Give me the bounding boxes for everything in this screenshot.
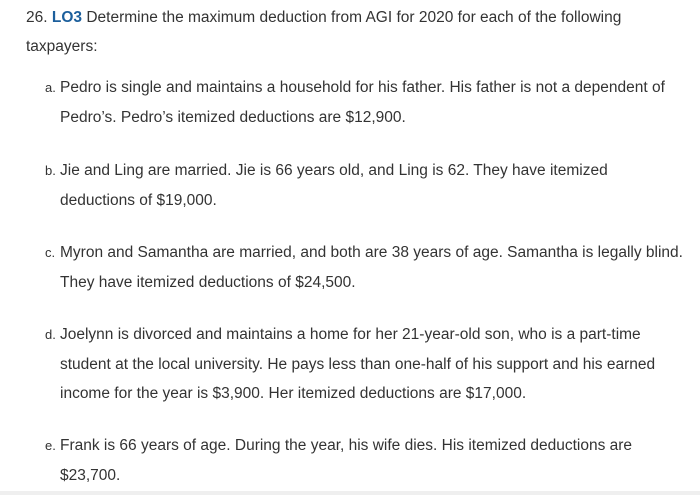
list-item-e [45, 431, 693, 490]
item-text-line: They have itemized deductions of $24,500. [60, 273, 356, 291]
list-item-c [45, 238, 693, 297]
item-text-line: Joelynn is divorced and maintains a home for her 21-year-old son, who is a part-time [60, 326, 641, 343]
item-text-line: Jie and Ling are married. Jie is 66 years old, and Ling is 62. They have itemized [60, 162, 608, 179]
question-prompt-line-2: taxpayers: [26, 38, 98, 55]
question-prompt-line-1 [26, 3, 686, 32]
list-item-a [45, 73, 693, 132]
question-prompt-text: Determine the maximum deduction from AGI for 2020 for each of the following [86, 9, 622, 26]
item-letter: c. [45, 245, 56, 260]
item-text-line: Myron and Samantha are married, and both are 38 years of age. Samantha is legally blind. [60, 244, 683, 261]
item-letter: a. [45, 80, 56, 95]
item-letter: d. [45, 327, 56, 342]
question-header [26, 3, 686, 61]
bottom-divider [0, 491, 700, 495]
item-letter: b. [45, 163, 56, 178]
question-number: 26. [26, 9, 48, 26]
item-text-line: Frank is 66 years of age. During the year, his wife dies. His itemized deductions are [60, 437, 633, 454]
item-text-line: $23,700. [60, 466, 121, 484]
item-letter: e. [45, 438, 56, 453]
item-text-line: deductions of $19,000. [60, 191, 217, 209]
learning-objective-link[interactable]: LO3 [51, 9, 83, 26]
list-item-d [45, 320, 693, 409]
list-item-b [45, 156, 693, 215]
item-text-line: income for the year is $3,900. Her itemized deductions are $17,000. [60, 385, 527, 402]
item-text-line: student at the local university. He pays less than one-half of his support and his earned [60, 355, 656, 373]
item-text-line: Pedro’s. Pedro’s itemized deductions are $12,900. [60, 108, 406, 126]
item-text-line: Pedro is single and maintains a household for his father. His father is not a dependent of [60, 79, 665, 96]
